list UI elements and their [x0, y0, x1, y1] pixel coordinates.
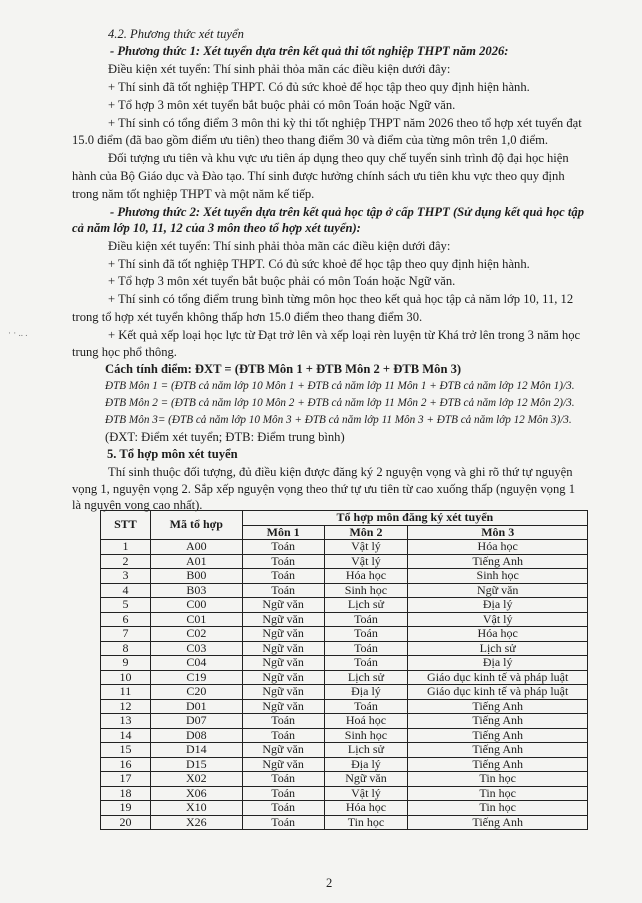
table-row [101, 815, 588, 830]
table-row [101, 641, 588, 656]
method-1-line: + Tổ hợp 3 môn xét tuyển bắt buộc phải có môn Toán hoặc Ngữ văn. [108, 98, 456, 112]
cell-subject-2: Sinh học [324, 583, 408, 598]
header-code: Mã tổ hợp [150, 511, 242, 540]
formula-line: ĐTB Môn 1 = (ĐTB cả năm lớp 10 Môn 1 + ĐTB cả năm lớp 11 Môn 1 + ĐTB cả năm lớp 12 Môn 1)/3. [105, 380, 575, 392]
cell-subject-3: Tin học [408, 801, 588, 816]
table-row [101, 757, 588, 772]
table-row [101, 801, 588, 816]
cell-subject-2: Ngữ văn [324, 772, 408, 787]
table-row [101, 699, 588, 714]
method-2-line: + Thí sinh có tổng điểm trung bình từng môn học theo kết quả học tập cả năm lớp 10, 11, 12 [108, 292, 574, 306]
header-subject-3: Môn 3 [408, 525, 588, 540]
cell-subject-3: Tin học [408, 786, 588, 801]
cell-subject-3: Địa lý [408, 598, 588, 613]
method-2-heading: cả năm lớp 10, 11, 12 của 3 môn theo tổ hợp xét tuyển): [72, 221, 361, 235]
cell-subject-2: Hóa học [324, 569, 408, 584]
cell-code: C00 [150, 598, 242, 613]
cell-stt: 6 [101, 612, 151, 627]
cell-subject-3: Ngữ văn [408, 583, 588, 598]
cell-subject-1: Toán [242, 554, 324, 569]
cell-stt: 11 [101, 685, 151, 700]
cell-stt: 13 [101, 714, 151, 729]
method-1-heading: - Phương thức 1: Xét tuyển dựa trên kết quả thi tốt nghiệp THPT năm 2026: [110, 44, 509, 58]
table-row [101, 540, 588, 555]
cell-subject-1: Ngữ văn [242, 598, 324, 613]
method-2-line: trong tổ hợp xét tuyển không thấp hơn 15.0 điểm theo thang điểm 30. [72, 310, 423, 324]
cell-subject-1: Ngữ văn [242, 685, 324, 700]
formula-line: ĐTB Môn 3= (ĐTB cả năm lớp 10 Môn 3 + ĐTB cả năm lớp 11 Môn 3 + ĐTB cả năm lớp 12 Môn 3)/3. [105, 414, 572, 426]
cell-stt: 16 [101, 757, 151, 772]
header-subject-1: Môn 1 [242, 525, 324, 540]
cell-subject-3: Tiếng Anh [408, 757, 588, 772]
method-1-line: trong năm tốt nghiệp THPT và một năm kế tiếp. [72, 187, 315, 201]
table-row [101, 786, 588, 801]
table-row [101, 598, 588, 613]
cell-code: C01 [150, 612, 242, 627]
method-1-line: + Thí sinh có tổng điểm 3 môn thi kỳ thi tốt nghiệp THPT năm 2026 theo tổ hợp xét tuyển đạt [108, 116, 582, 130]
header-stt: STT [101, 511, 151, 540]
cell-code: B00 [150, 569, 242, 584]
cell-stt: 20 [101, 815, 151, 830]
table-row [101, 772, 588, 787]
header-group: Tổ hợp môn đăng ký xét tuyển [242, 511, 587, 526]
cell-subject-3: Hóa học [408, 627, 588, 642]
table-row [101, 685, 588, 700]
cell-subject-2: Địa lý [324, 685, 408, 700]
cell-subject-2: Tin học [324, 815, 408, 830]
table-row [101, 583, 588, 598]
cell-subject-2: Hoá học [324, 714, 408, 729]
cell-subject-1: Ngữ văn [242, 656, 324, 671]
cell-subject-2: Lịch sử [324, 670, 408, 685]
cell-subject-1: Ngữ văn [242, 743, 324, 758]
section-4-2-title: 4.2. Phương thức xét tuyển [108, 27, 244, 41]
table-row [101, 714, 588, 729]
table-row [101, 743, 588, 758]
method-1-line: + Thí sinh đã tốt nghiệp THPT. Có đủ sức khoẻ để học tập theo quy định hiện hành. [108, 80, 530, 94]
cell-subject-1: Toán [242, 728, 324, 743]
cell-subject-1: Toán [242, 786, 324, 801]
page-number: 2 [326, 876, 333, 890]
cell-subject-3: Tin học [408, 772, 588, 787]
cell-subject-1: Ngữ văn [242, 641, 324, 656]
table-row [101, 627, 588, 642]
cell-code: D01 [150, 699, 242, 714]
cell-code: D15 [150, 757, 242, 772]
method-2-line: + Tổ hợp 3 môn xét tuyển bắt buộc phải có môn Toán hoặc Ngữ văn. [108, 274, 456, 288]
formula-note: (ĐXT: Điểm xét tuyển; ĐTB: Điểm trung bình) [105, 430, 345, 444]
cell-subject-2: Hóa học [324, 801, 408, 816]
cell-code: C04 [150, 656, 242, 671]
cell-stt: 14 [101, 728, 151, 743]
cell-stt: 4 [101, 583, 151, 598]
cell-stt: 1 [101, 540, 151, 555]
method-2-line: trung học phổ thông. [72, 345, 177, 359]
cell-subject-3: Giáo dục kinh tế và pháp luật [408, 670, 588, 685]
cell-code: D08 [150, 728, 242, 743]
cell-stt: 10 [101, 670, 151, 685]
section-5-paragraph: vọng 1, nguyện vọng 2. Sắp xếp nguyện vọng theo thứ tự ưu tiên từ cao xuống thấp (nguyện vọng 1 [72, 482, 575, 496]
cell-subject-3: Lịch sử [408, 641, 588, 656]
method-1-line: Điều kiện xét tuyển: Thí sinh phải thỏa mãn các điều kiện dưới đây: [108, 62, 451, 76]
table-row [101, 728, 588, 743]
cell-subject-3: Hóa học [408, 540, 588, 555]
cell-stt: 9 [101, 656, 151, 671]
cell-subject-2: Toán [324, 641, 408, 656]
method-2-line: + Thí sinh đã tốt nghiệp THPT. Có đủ sức khoẻ để học tập theo quy định hiện hành. [108, 257, 530, 271]
cell-subject-1: Ngữ văn [242, 627, 324, 642]
cell-stt: 8 [101, 641, 151, 656]
method-1-line: Đối tượng ưu tiên và khu vực ưu tiên áp dụng theo quy chế tuyển sinh trình độ đại học hiện [108, 151, 569, 165]
section-5-paragraph: Thí sinh thuộc đối tượng, đủ điều kiện được đăng ký 2 nguyện vọng và ghi rõ thứ tự nguyện [108, 465, 573, 479]
method-2-line: Điều kiện xét tuyển: Thí sinh phải thỏa mãn các điều kiện dưới đây: [108, 239, 451, 253]
cell-subject-2: Địa lý [324, 757, 408, 772]
cell-subject-2: Vật lý [324, 540, 408, 555]
cell-subject-3: Tiếng Anh [408, 554, 588, 569]
cell-subject-2: Toán [324, 656, 408, 671]
table-row [101, 670, 588, 685]
table-row [101, 569, 588, 584]
method-2-heading: - Phương thức 2: Xét tuyển dựa trên kết quả học tập ở cấp THPT (Sử dụng kết quả học tập [110, 205, 584, 219]
cell-subject-2: Vật lý [324, 554, 408, 569]
cell-stt: 7 [101, 627, 151, 642]
cell-code: B03 [150, 583, 242, 598]
cell-code: D07 [150, 714, 242, 729]
method-2-line: + Kết quả xếp loại học lực từ Đạt trở lên và xếp loại rèn luyện từ Khá trở lên trong 3 năm học [108, 328, 581, 342]
cell-code: A00 [150, 540, 242, 555]
cell-subject-3: Địa lý [408, 656, 588, 671]
cell-subject-1: Ngữ văn [242, 612, 324, 627]
cell-stt: 17 [101, 772, 151, 787]
header-subject-2: Môn 2 [324, 525, 408, 540]
cell-code: X10 [150, 801, 242, 816]
cell-subject-2: Lịch sử [324, 743, 408, 758]
cell-subject-1: Toán [242, 569, 324, 584]
table-row [101, 656, 588, 671]
cell-subject-3: Sinh học [408, 569, 588, 584]
cell-subject-3: Tiếng Anh [408, 714, 588, 729]
cell-code: C03 [150, 641, 242, 656]
cell-subject-1: Ngữ văn [242, 670, 324, 685]
cell-stt: 12 [101, 699, 151, 714]
cell-subject-3: Giáo dục kinh tế và pháp luật [408, 685, 588, 700]
cell-subject-1: Toán [242, 583, 324, 598]
cell-subject-1: Toán [242, 772, 324, 787]
cell-stt: 15 [101, 743, 151, 758]
cell-code: X02 [150, 772, 242, 787]
cell-subject-1: Toán [242, 540, 324, 555]
cell-stt: 19 [101, 801, 151, 816]
cell-subject-2: Lịch sử [324, 598, 408, 613]
method-1-line: hành của Bộ Giáo dục và Đào tạo. Thí sinh được hưởng chính sách ưu tiên khu vực theo quy định [72, 169, 565, 183]
table-row [101, 612, 588, 627]
cell-subject-3: Tiếng Anh [408, 728, 588, 743]
cell-code: A01 [150, 554, 242, 569]
cell-subject-1: Ngữ văn [242, 699, 324, 714]
cell-subject-2: Toán [324, 699, 408, 714]
cell-subject-3: Tiếng Anh [408, 743, 588, 758]
scan-mark: · · .. . [8, 328, 28, 338]
table-row [101, 554, 588, 569]
section-5-title: 5. Tổ hợp môn xét tuyển [107, 447, 238, 461]
cell-subject-2: Vật lý [324, 786, 408, 801]
cell-code: C20 [150, 685, 242, 700]
combination-table [100, 510, 588, 830]
cell-code: C19 [150, 670, 242, 685]
cell-subject-1: Toán [242, 801, 324, 816]
cell-code: C02 [150, 627, 242, 642]
cell-code: X26 [150, 815, 242, 830]
section-5-paragraph: là nguyện vọng cao nhất). [72, 498, 203, 512]
cell-stt: 2 [101, 554, 151, 569]
cell-subject-2: Toán [324, 612, 408, 627]
cell-stt: 5 [101, 598, 151, 613]
cell-subject-1: Ngữ văn [242, 757, 324, 772]
cell-stt: 18 [101, 786, 151, 801]
cell-subject-3: Tiếng Anh [408, 699, 588, 714]
cell-subject-2: Toán [324, 627, 408, 642]
method-1-line: 15.0 điểm (đã bao gồm điểm ưu tiên) theo thang điểm 30 và điểm của từng môn trên 1,0 điểm. [72, 133, 549, 147]
cell-code: D14 [150, 743, 242, 758]
cell-subject-3: Vật lý [408, 612, 588, 627]
cell-subject-1: Toán [242, 815, 324, 830]
formula-line: ĐTB Môn 2 = (ĐTB cả năm lớp 10 Môn 2 + ĐTB cả năm lớp 11 Môn 2 + ĐTB cả năm lớp 12 Môn 2)/3. [105, 397, 575, 409]
cell-stt: 3 [101, 569, 151, 584]
cell-code: X06 [150, 786, 242, 801]
cell-subject-3: Tiếng Anh [408, 815, 588, 830]
formula-title: Cách tính điểm: ĐXT = (ĐTB Môn 1 + ĐTB Môn 2 + ĐTB Môn 3) [105, 362, 462, 376]
cell-subject-1: Toán [242, 714, 324, 729]
cell-subject-2: Sinh học [324, 728, 408, 743]
